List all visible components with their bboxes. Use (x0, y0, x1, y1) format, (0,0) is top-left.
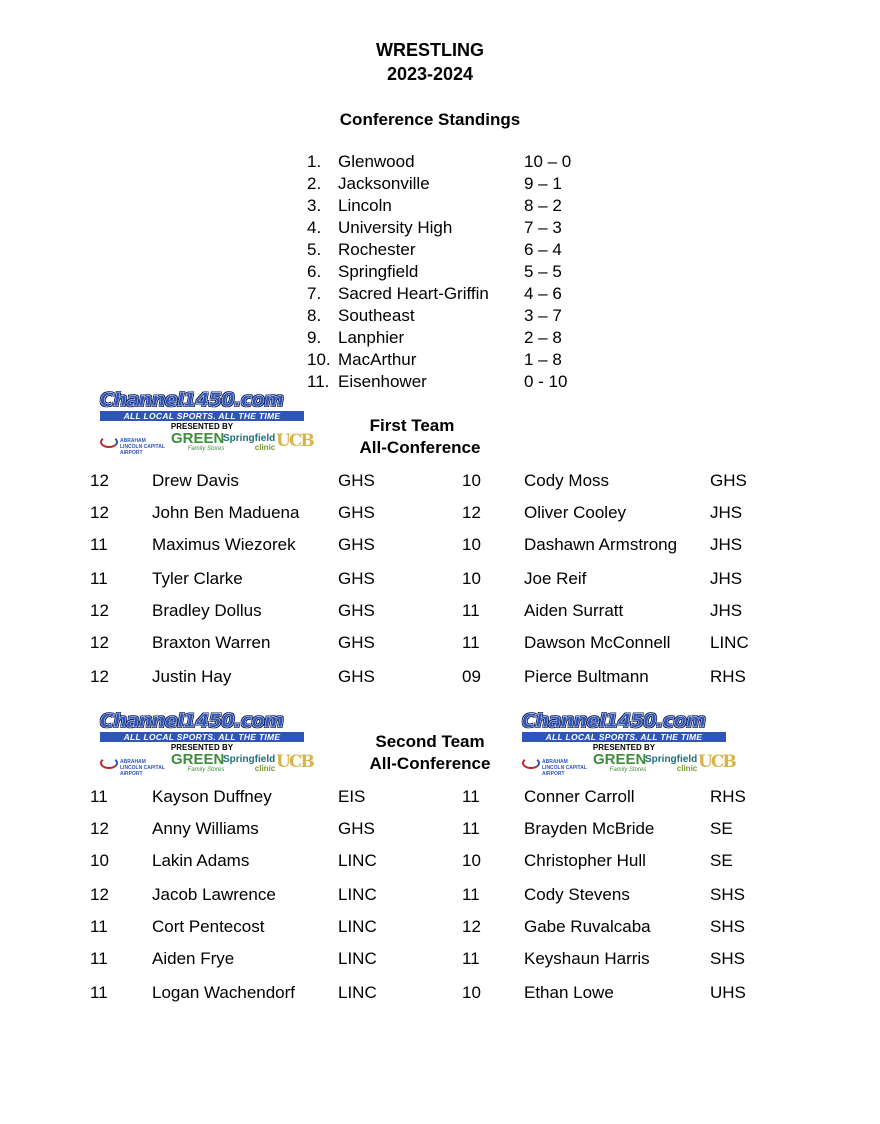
athlete-grade: 10 (462, 983, 481, 1002)
athlete-grade: 12 (462, 917, 481, 936)
athlete-grade: 11 (90, 787, 108, 806)
standing-rank: 5. (307, 240, 322, 259)
airport-swoosh-icon (522, 757, 540, 769)
athlete-school: JHS (710, 601, 743, 620)
athlete-grade: 11 (90, 983, 108, 1002)
standing-team: Springfield (338, 262, 419, 281)
athlete-name: Logan Wachendorf (152, 983, 296, 1002)
athlete-grade: 11 (462, 787, 480, 806)
athlete-name: Kayson Duffney (152, 787, 272, 806)
athlete-grade: 12 (90, 667, 109, 686)
roster-row (0, 600, 880, 622)
athlete-name: Gabe Ruvalcaba (524, 917, 651, 936)
roster-row (0, 786, 880, 808)
standing-record: 2 – 8 (524, 328, 562, 347)
athlete-grade: 10 (462, 471, 481, 490)
standing-record: 1 – 8 (524, 350, 562, 369)
standing-record: 10 – 0 (524, 152, 572, 171)
channel1450-logo (100, 389, 313, 456)
athlete-name: Oliver Cooley (524, 503, 627, 522)
roster-row (0, 916, 880, 938)
season-title: 2023-2024 (386, 64, 474, 84)
athlete-name: Christopher Hull (524, 851, 646, 870)
roster-row (0, 982, 880, 1004)
athlete-grade: 12 (90, 601, 109, 620)
roster-row (0, 568, 880, 590)
green-sub: Family Stores (187, 767, 225, 773)
athlete-name: Lakin Adams (152, 851, 250, 870)
athlete-grade: 11 (90, 535, 108, 554)
logo-tagline: ALL LOCAL SPORTS. ALL THE TIME (100, 411, 304, 421)
sponsor-strip (522, 751, 735, 777)
airport-name: ABRAHAM LINCOLN CAPITAL AIRPORT (542, 759, 587, 777)
roster-row (0, 632, 880, 654)
athlete-school: LINC (338, 851, 377, 870)
athlete-name: Aiden Surratt (524, 601, 624, 620)
athlete-grade: 11 (90, 917, 108, 936)
standing-team: Eisenhower (338, 372, 427, 391)
logo-brand: Channel1450.com (100, 710, 284, 732)
airport-swoosh-icon (100, 757, 118, 769)
standing-record: 0 - 10 (524, 372, 568, 391)
athlete-school: LINC (338, 949, 377, 968)
athlete-school: SHS (710, 949, 745, 968)
springfield-name: Springfield (645, 754, 698, 765)
logo-brand: Channel1450.com (100, 389, 284, 411)
first-team-heading-line2: All-Conference (359, 438, 481, 457)
green-sponsor (593, 753, 646, 773)
athlete-grade: 11 (462, 885, 480, 904)
athlete-school: GHS (338, 569, 375, 588)
green-sub: Family Stores (609, 767, 647, 773)
sponsor-strip (100, 430, 313, 456)
standing-team: MacArthur (338, 350, 417, 369)
logo-tagline: ALL LOCAL SPORTS. ALL THE TIME (522, 732, 726, 742)
athlete-school: LINC (338, 917, 377, 936)
athlete-school: GHS (710, 471, 747, 490)
standing-team: University High (338, 218, 453, 237)
clinic-name: clinic (676, 764, 698, 773)
roster-row (0, 534, 880, 556)
athlete-grade: 12 (90, 633, 109, 652)
athlete-name: Anny Williams (152, 819, 259, 838)
athlete-name: Cody Stevens (524, 885, 630, 904)
athlete-name: Brayden McBride (524, 819, 655, 838)
roster-row (0, 818, 880, 840)
airport-swoosh-icon (100, 436, 118, 448)
athlete-grade: 12 (90, 885, 109, 904)
athlete-name: Joe Reif (524, 569, 587, 588)
green-name: GREEN (593, 751, 647, 768)
athlete-grade: 11 (90, 569, 108, 588)
athlete-grade: 11 (462, 949, 480, 968)
second-team-heading (340, 731, 520, 775)
standing-rank: 1. (307, 152, 322, 171)
standing-record: 6 – 4 (524, 240, 562, 259)
athlete-name: Ethan Lowe (524, 983, 614, 1002)
athlete-grade: 10 (462, 851, 481, 870)
athlete-name: Aiden Frye (152, 949, 235, 968)
athlete-school: SHS (710, 885, 745, 904)
roster-row (0, 470, 880, 492)
standing-rank: 2. (307, 174, 322, 193)
second-team-heading-line2: All-Conference (369, 754, 491, 773)
standing-record: 8 – 2 (524, 196, 562, 215)
athlete-grade: 12 (462, 503, 481, 522)
athlete-name: Drew Davis (152, 471, 239, 490)
green-sponsor (171, 753, 224, 773)
green-sub: Family Stores (187, 446, 225, 452)
channel1450-logo (522, 710, 735, 777)
springfield-clinic-sponsor (223, 755, 275, 773)
standing-rank: 3. (307, 196, 322, 215)
athlete-name: Bradley Dollus (152, 601, 262, 620)
standing-record: 7 – 3 (524, 218, 562, 237)
green-name: GREEN (171, 430, 225, 447)
athlete-grade: 11 (462, 633, 480, 652)
athlete-school: JHS (710, 535, 743, 554)
athlete-name: Cody Moss (524, 471, 610, 490)
athlete-name: Dawson McConnell (524, 633, 671, 652)
airport-sponsor (522, 757, 590, 777)
airport-name: ABRAHAM LINCOLN CAPITAL AIRPORT (120, 438, 165, 456)
standings-heading: Conference Standings (339, 110, 521, 129)
standing-rank: 7. (307, 284, 322, 303)
athlete-school: GHS (338, 633, 375, 652)
standing-rank: 8. (307, 306, 322, 325)
standing-rank: 9. (307, 328, 322, 347)
standing-rank: 11. (307, 372, 330, 391)
logo-presented-by: PRESENTED BY (170, 743, 234, 752)
springfield-name: Springfield (223, 754, 276, 765)
standing-record: 3 – 7 (524, 306, 562, 325)
standing-team: Glenwood (338, 152, 415, 171)
athlete-school: RHS (710, 667, 746, 686)
athlete-school: RHS (710, 787, 746, 806)
springfield-clinic-sponsor (645, 755, 697, 773)
standing-team: Jacksonville (338, 174, 430, 193)
clinic-name: clinic (254, 443, 276, 452)
standing-rank: 10. (307, 350, 331, 369)
standing-team: Lincoln (338, 196, 392, 215)
standing-record: 9 – 1 (524, 174, 562, 193)
athlete-school: SHS (710, 917, 745, 936)
athlete-name: Cort Pentecost (152, 917, 265, 936)
athlete-name: Braxton Warren (152, 633, 271, 652)
athlete-grade: 10 (90, 851, 109, 870)
athlete-name: Conner Carroll (524, 787, 635, 806)
logo-tagline: ALL LOCAL SPORTS. ALL THE TIME (100, 732, 304, 742)
standing-team: Rochester (338, 240, 416, 259)
athlete-school: JHS (710, 503, 743, 522)
athlete-grade: 10 (462, 569, 481, 588)
athlete-name: Keyshaun Harris (524, 949, 650, 968)
athlete-grade: 09 (462, 667, 481, 686)
standing-record: 4 – 6 (524, 284, 562, 303)
logo-presented-by: PRESENTED BY (592, 743, 656, 752)
airport-sponsor (100, 436, 168, 456)
logo-brand: Channel1450.com (522, 710, 706, 732)
roster-row (0, 502, 880, 524)
athlete-school: JHS (710, 569, 743, 588)
athlete-grade: 12 (90, 471, 109, 490)
channel1450-logo (100, 710, 313, 777)
athlete-grade: 12 (90, 503, 109, 522)
athlete-school: LINC (338, 885, 377, 904)
clinic-name: clinic (254, 764, 276, 773)
sport-title: WRESTLING (376, 40, 484, 60)
athlete-school: GHS (338, 819, 375, 838)
ucb-sponsor: UCB (276, 431, 313, 451)
athlete-name: John Ben Maduena (152, 503, 300, 522)
standing-team: Lanphier (338, 328, 405, 347)
athlete-name: Justin Hay (152, 667, 232, 686)
first-team-heading-line1: First Team (369, 416, 455, 435)
roster-row (0, 884, 880, 906)
ucb-sponsor: UCB (276, 752, 313, 772)
standing-rank: 6. (307, 262, 322, 281)
airport-name: ABRAHAM LINCOLN CAPITAL AIRPORT (120, 759, 165, 777)
standing-team: Southeast (338, 306, 415, 325)
athlete-school: LINC (710, 633, 749, 652)
athlete-school: GHS (338, 535, 375, 554)
roster-row (0, 666, 880, 688)
athlete-grade: 10 (462, 535, 481, 554)
athlete-school: SE (710, 851, 733, 870)
springfield-name: Springfield (223, 433, 276, 444)
athlete-name: Jacob Lawrence (152, 885, 276, 904)
athlete-school: UHS (710, 983, 746, 1002)
athlete-school: SE (710, 819, 733, 838)
athlete-school: GHS (338, 471, 375, 490)
springfield-clinic-sponsor (223, 434, 275, 452)
standing-rank: 4. (307, 218, 322, 237)
athlete-school: LINC (338, 983, 377, 1002)
athlete-name: Dashawn Armstrong (524, 535, 678, 554)
roster-row (0, 948, 880, 970)
logo-presented-by: PRESENTED BY (170, 422, 234, 431)
standing-team: Sacred Heart-Griffin (338, 284, 489, 303)
athlete-name: Tyler Clarke (152, 569, 243, 588)
athlete-grade: 12 (90, 819, 109, 838)
athlete-grade: 11 (462, 819, 480, 838)
green-name: GREEN (171, 751, 225, 768)
athlete-name: Maximus Wiezorek (152, 535, 296, 554)
second-team-heading-line1: Second Team (375, 732, 485, 751)
roster-row (0, 850, 880, 872)
athlete-grade: 11 (90, 949, 108, 968)
athlete-school: GHS (338, 601, 375, 620)
standing-record: 5 – 5 (524, 262, 562, 281)
athlete-school: GHS (338, 667, 375, 686)
athlete-grade: 11 (462, 601, 480, 620)
athlete-name: Pierce Bultmann (524, 667, 649, 686)
athlete-school: GHS (338, 503, 375, 522)
athlete-school: EIS (338, 787, 366, 806)
sponsor-strip (100, 751, 313, 777)
ucb-sponsor: UCB (698, 752, 735, 772)
airport-sponsor (100, 757, 168, 777)
first-team-heading (330, 415, 510, 459)
green-sponsor (171, 432, 224, 452)
